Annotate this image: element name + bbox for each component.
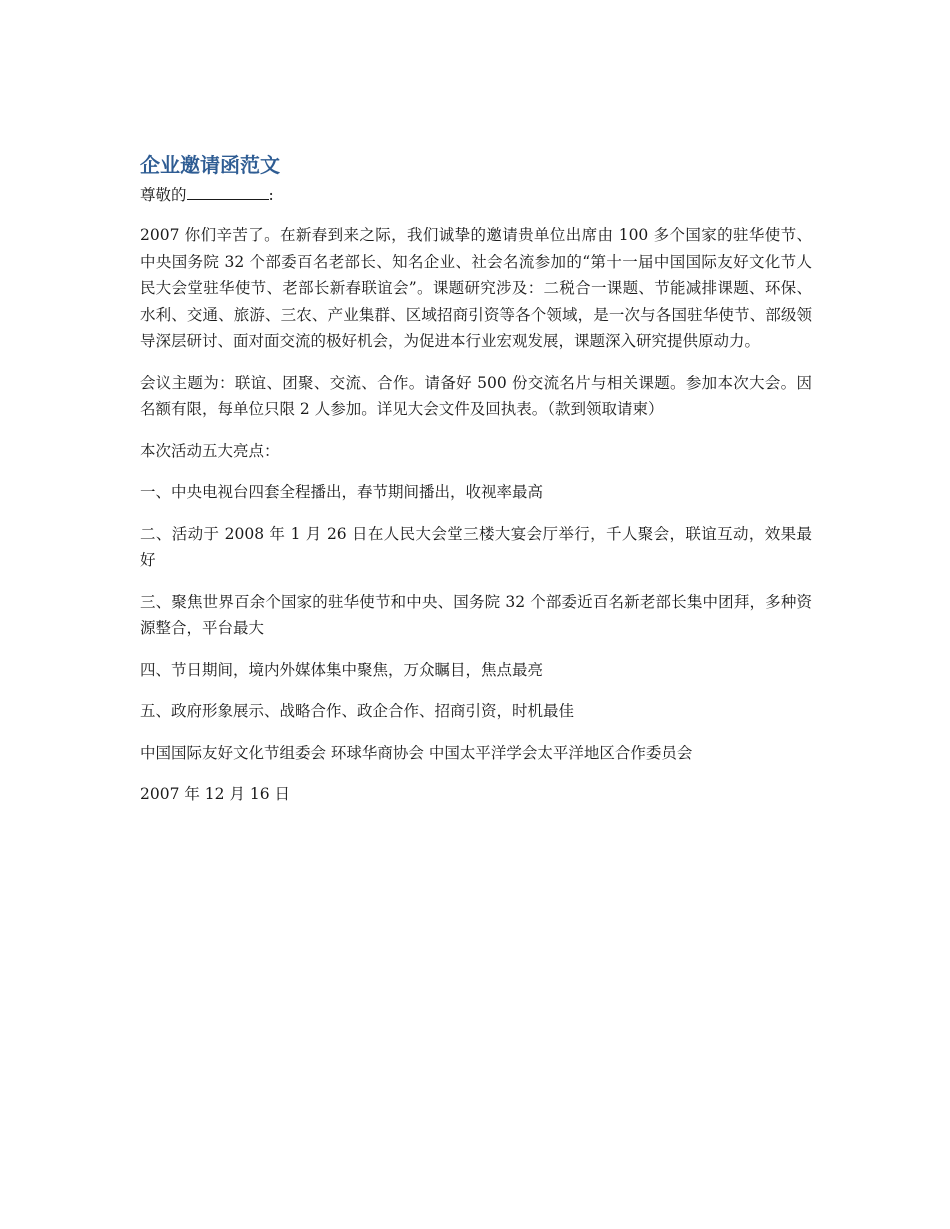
salutation-line [140, 182, 812, 208]
highlight-item-5: 五、政府形象展示、战略合作、政企合作、招商引资，时机最佳 [140, 702, 575, 720]
highlight-item-4: 四、节日期间，境内外媒体集中聚焦，万众瞩目，焦点最亮 [140, 660, 544, 679]
recipient-blank [187, 185, 269, 200]
date-line: 2007 年 12 月 16 日 [140, 785, 291, 803]
theme-paragraph: 会议主题为：联谊、团聚、交流、合作。请备好 500 份交流名片与相关课题。参加本次大会。因名额有限，每单位只限 2 人参加。详见大会文件及回执表。（款到领取请柬） [140, 373, 812, 418]
highlights-heading: 本次活动五大亮点： [140, 441, 280, 460]
highlight-item-2: 二、活动于 2008 年 1 月 26 日在人民大会堂三楼大宴会厅举行，千人聚会，联谊互动，效果最好 [140, 524, 812, 569]
document-page [140, 150, 812, 823]
document-title: 企业邀请函范文 [140, 153, 280, 177]
highlight-item-1: 一、中央电视台四套全程播出，春节期间播出，收视率最高 [140, 483, 544, 501]
intro-paragraph: 2007 你们辛苦了。在新春到来之际，我们诚挚的邀请贵单位出席由 100 多个国家的驻华使节、中央国务院 32 个部委百名老部长、知名企业、社会名流参加的“第十一届中国国际友好文化节人民大会堂驻华使节、老部长新春联谊会”。课题研究涉及：二税合一课题、节能减排课题、环保、水利、交通、旅游、三农、产业集群、区域招商引资等各个领域，是一次与各国驻华使节、部级领导深层研讨、面对面交流的极好机会，为促进本行业宏观发展，课题深入研究提供原动力。 [140, 226, 812, 350]
salutation-suffix: : [268, 186, 274, 204]
highlight-item-3: 三、聚焦世界百余个国家的驻华使节和中央、国务院 32 个部委近百名新老部长集中团拜，多种资源整合，平台最大 [140, 592, 812, 637]
organizers-line: 中国国际友好文化节组委会 环球华商协会 中国太平洋学会太平洋地区合作委员会 [140, 743, 693, 762]
salutation-prefix: 尊敬的 [140, 186, 187, 204]
